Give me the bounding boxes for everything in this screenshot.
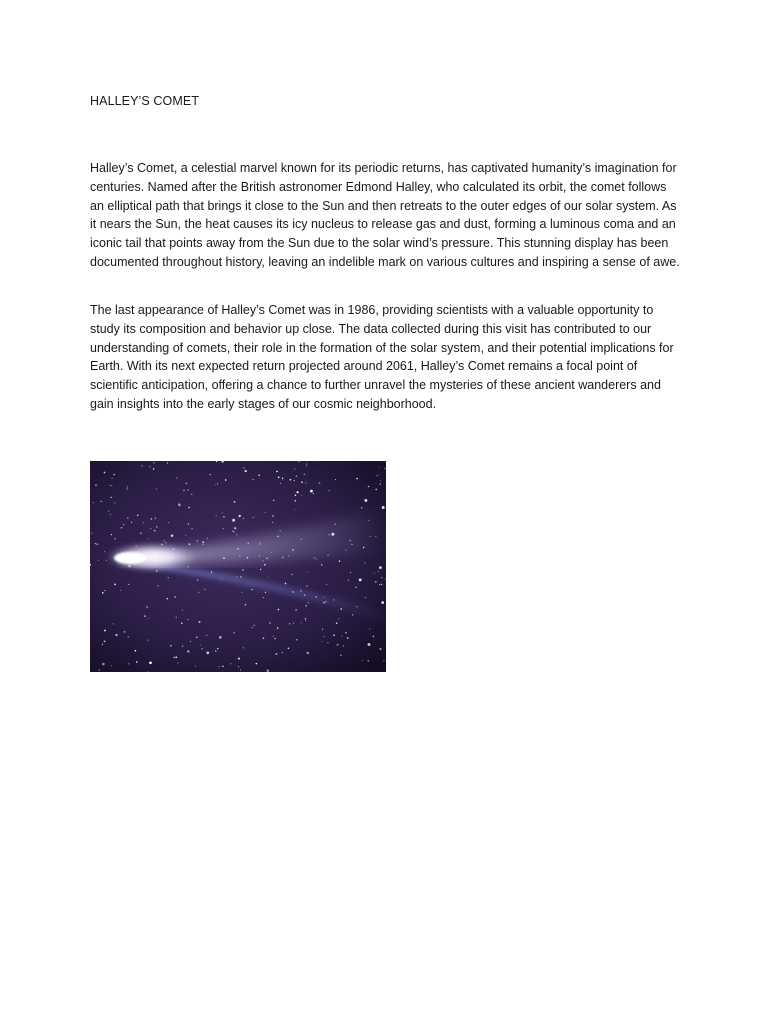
star xyxy=(131,522,132,523)
star xyxy=(207,537,208,538)
star xyxy=(348,580,349,581)
star xyxy=(176,617,177,618)
star xyxy=(102,592,104,594)
star xyxy=(202,541,204,543)
star xyxy=(171,534,174,537)
star xyxy=(148,538,149,539)
star xyxy=(379,584,380,585)
star xyxy=(278,609,280,611)
star xyxy=(301,495,302,496)
star xyxy=(380,480,381,481)
paragraph-last-appearance: The last appearance of Halley’s Comet was in 1986, providing scientists with a valuable opportunity to study its composition and behavior up close. The data collected during this visit has contributed to our understanding of comets, their role in the formation of the solar system, and their potential implications for Earth. With its next expected return projected around 2061, Halley’s Comet remains a focal point of scientific anticipation, offering a chance to further unravel the mysteries of these ancient wanderers and gain insights into the early stages of our cosmic neighborhood. xyxy=(90,303,674,411)
star xyxy=(294,480,295,481)
star xyxy=(272,522,273,523)
star xyxy=(182,610,183,611)
star xyxy=(104,641,106,643)
star xyxy=(215,484,216,485)
star xyxy=(254,625,255,626)
star xyxy=(291,574,292,575)
star xyxy=(290,479,292,481)
star xyxy=(316,558,317,559)
star xyxy=(273,500,274,501)
star xyxy=(188,523,189,524)
star xyxy=(301,622,302,623)
star xyxy=(230,663,231,664)
star xyxy=(188,566,189,567)
star xyxy=(187,650,190,653)
star xyxy=(218,666,219,667)
star xyxy=(243,647,244,648)
comet-photo xyxy=(90,461,386,672)
star xyxy=(367,660,368,661)
star xyxy=(196,637,197,638)
star xyxy=(99,669,100,670)
star xyxy=(114,538,115,539)
star xyxy=(272,515,274,517)
star xyxy=(295,500,296,501)
star xyxy=(178,663,179,664)
star xyxy=(167,462,168,463)
star xyxy=(296,639,298,641)
star xyxy=(384,468,385,469)
star xyxy=(153,462,154,463)
star xyxy=(149,661,152,664)
star xyxy=(202,544,203,545)
star xyxy=(136,661,138,663)
star xyxy=(110,514,111,515)
star xyxy=(111,497,112,498)
star xyxy=(206,651,209,654)
star xyxy=(232,519,235,522)
star xyxy=(373,636,375,638)
star xyxy=(111,665,112,666)
star xyxy=(176,477,177,478)
star xyxy=(359,578,362,581)
star xyxy=(322,641,323,642)
star xyxy=(350,572,351,573)
star xyxy=(243,518,244,519)
star xyxy=(265,512,266,513)
star xyxy=(355,587,357,589)
comet-image xyxy=(90,461,386,672)
star xyxy=(327,642,329,644)
star xyxy=(204,589,205,590)
star xyxy=(376,489,377,490)
star xyxy=(201,648,203,650)
star xyxy=(379,566,382,569)
star xyxy=(232,530,234,532)
star xyxy=(338,618,339,619)
star xyxy=(141,465,142,466)
star xyxy=(264,564,266,566)
star xyxy=(289,623,291,625)
star xyxy=(219,636,222,639)
star xyxy=(295,495,297,497)
star xyxy=(375,581,377,583)
star xyxy=(98,560,99,561)
star xyxy=(235,532,236,533)
star xyxy=(368,643,371,646)
star xyxy=(223,516,225,518)
star xyxy=(382,506,385,509)
star xyxy=(242,569,243,570)
star xyxy=(273,636,274,637)
star xyxy=(238,658,240,660)
star xyxy=(356,478,358,480)
document-title: HALLEY’S COMET xyxy=(90,94,200,108)
star xyxy=(339,560,341,562)
star xyxy=(305,605,306,606)
star xyxy=(121,527,123,529)
star xyxy=(144,615,145,616)
star xyxy=(321,564,322,565)
star xyxy=(165,542,166,543)
star xyxy=(187,619,188,620)
star xyxy=(253,517,254,518)
paragraph-intro: Halley’s Comet, a celestial marvel known for its periodic returns, has captivated humanity’s imagination for centuries. Named after the British astronomer Edmond Halley, who calculated its orbit, the comet follows an elliptical path that brings it close to the Sun and then retreats to the outer edges of our solar system. As it nears the Sun, the heat causes its icy nucleus to release gas and dust, forming a luminous coma and an iconic tail that points away from the Sun due to the solar wind’s pressure. This stunning display has been documented throughout history, leaving an indelible mark on various cultures and inspiring a sense of awe. xyxy=(90,161,680,269)
star xyxy=(225,479,227,481)
star xyxy=(206,635,208,637)
star xyxy=(135,650,137,652)
star xyxy=(157,585,158,586)
star xyxy=(381,577,382,578)
star xyxy=(185,535,186,536)
star xyxy=(296,491,298,493)
star xyxy=(328,490,329,491)
star xyxy=(233,632,234,633)
star xyxy=(156,488,157,489)
star xyxy=(215,650,217,652)
star xyxy=(164,540,165,541)
star xyxy=(140,532,141,533)
star xyxy=(364,499,367,502)
star xyxy=(308,602,309,603)
star xyxy=(251,627,252,628)
star xyxy=(379,467,380,468)
star xyxy=(146,606,148,608)
star xyxy=(95,484,96,485)
star xyxy=(186,483,187,484)
star xyxy=(198,592,199,593)
star xyxy=(369,628,370,629)
star xyxy=(319,482,321,484)
star xyxy=(236,534,237,535)
star xyxy=(114,583,116,585)
star xyxy=(305,618,306,619)
star xyxy=(379,648,381,650)
star xyxy=(310,490,313,493)
star xyxy=(217,648,218,649)
star xyxy=(174,596,176,598)
star xyxy=(295,609,297,611)
star xyxy=(148,618,149,619)
star xyxy=(111,485,112,486)
star xyxy=(322,629,323,630)
star xyxy=(307,652,309,654)
star xyxy=(265,592,266,593)
star xyxy=(234,527,236,529)
star xyxy=(196,579,198,581)
star xyxy=(126,488,128,490)
star xyxy=(333,634,335,636)
star xyxy=(210,474,211,475)
star xyxy=(168,522,169,523)
star xyxy=(114,502,115,503)
star xyxy=(198,621,200,623)
star xyxy=(143,522,144,523)
star xyxy=(166,598,168,600)
star xyxy=(151,518,153,520)
star xyxy=(190,641,191,642)
star xyxy=(268,577,269,578)
star xyxy=(374,573,375,574)
star xyxy=(191,528,192,529)
star xyxy=(115,634,117,636)
star xyxy=(263,597,264,598)
star xyxy=(154,517,156,519)
star xyxy=(191,493,192,494)
star xyxy=(189,543,191,545)
star xyxy=(352,614,353,615)
star xyxy=(128,584,129,585)
star xyxy=(223,528,225,530)
star xyxy=(123,524,124,525)
star xyxy=(280,483,281,484)
star xyxy=(127,517,128,518)
star xyxy=(324,636,325,637)
star xyxy=(154,530,156,532)
star xyxy=(274,638,275,639)
star xyxy=(279,530,281,532)
star xyxy=(383,660,384,661)
star xyxy=(216,515,217,516)
star xyxy=(150,528,151,529)
star xyxy=(267,670,269,672)
star xyxy=(101,501,102,502)
star xyxy=(336,644,338,646)
star xyxy=(238,515,240,517)
star xyxy=(326,584,327,585)
star xyxy=(376,475,377,476)
star xyxy=(137,515,138,516)
star xyxy=(178,503,181,506)
star xyxy=(294,509,295,510)
star xyxy=(111,534,112,535)
star xyxy=(182,645,183,646)
star xyxy=(234,501,236,503)
star xyxy=(183,490,184,491)
star xyxy=(91,533,92,534)
star xyxy=(361,507,363,509)
star xyxy=(153,468,154,469)
star xyxy=(95,543,96,544)
star xyxy=(102,644,103,645)
star xyxy=(222,512,223,513)
star xyxy=(253,479,254,480)
star xyxy=(197,540,198,541)
star xyxy=(275,653,277,655)
star xyxy=(104,551,105,552)
star xyxy=(277,627,279,629)
star xyxy=(102,663,105,666)
star xyxy=(305,482,306,483)
star xyxy=(335,479,336,480)
star xyxy=(188,507,190,509)
star xyxy=(336,622,338,624)
star xyxy=(378,474,379,475)
star xyxy=(168,577,169,578)
star xyxy=(147,639,149,641)
star xyxy=(347,637,349,639)
star xyxy=(104,629,106,631)
star xyxy=(282,652,283,653)
star xyxy=(306,463,307,464)
star xyxy=(343,646,344,647)
star xyxy=(251,589,252,590)
star xyxy=(282,478,283,479)
star xyxy=(258,475,259,476)
star xyxy=(298,461,299,462)
star xyxy=(128,636,129,637)
star xyxy=(305,620,306,621)
star xyxy=(304,474,305,475)
star xyxy=(222,666,223,667)
star xyxy=(241,592,242,593)
comet-nucleus xyxy=(114,552,146,564)
star xyxy=(200,645,201,646)
star xyxy=(112,623,113,624)
star xyxy=(362,660,363,661)
star xyxy=(307,572,308,573)
star xyxy=(149,466,150,467)
star xyxy=(341,635,342,636)
star xyxy=(127,486,128,487)
star xyxy=(112,478,113,479)
star xyxy=(260,569,261,570)
star xyxy=(245,470,247,472)
star xyxy=(128,663,130,665)
star xyxy=(113,474,115,476)
star xyxy=(306,585,307,586)
star xyxy=(381,584,382,585)
star xyxy=(379,483,381,485)
star xyxy=(93,502,94,503)
star xyxy=(340,655,341,656)
star xyxy=(313,493,314,494)
star xyxy=(257,592,258,593)
star xyxy=(238,666,239,667)
star xyxy=(243,467,245,469)
star xyxy=(368,486,370,488)
star xyxy=(263,637,265,639)
star xyxy=(364,562,365,563)
star xyxy=(306,465,307,466)
star xyxy=(187,489,189,491)
star xyxy=(104,590,105,591)
star xyxy=(378,571,379,572)
star xyxy=(195,665,196,666)
star xyxy=(269,622,271,624)
star xyxy=(120,590,121,591)
star xyxy=(97,543,98,544)
star xyxy=(109,485,110,486)
star xyxy=(381,601,384,604)
star xyxy=(293,622,295,624)
star xyxy=(278,476,280,478)
star xyxy=(104,472,106,474)
star xyxy=(245,604,246,605)
star xyxy=(123,631,125,633)
star xyxy=(256,663,258,665)
star xyxy=(156,526,157,527)
star xyxy=(240,669,241,670)
star xyxy=(301,481,303,483)
star xyxy=(217,483,218,484)
star xyxy=(285,583,287,585)
star xyxy=(175,656,177,658)
star xyxy=(296,476,297,477)
star xyxy=(294,468,295,469)
star xyxy=(173,657,175,659)
star xyxy=(276,471,278,473)
star xyxy=(314,557,315,558)
star xyxy=(106,560,107,561)
star xyxy=(288,648,290,650)
star xyxy=(108,511,109,512)
star xyxy=(170,645,172,647)
star xyxy=(365,597,366,598)
star xyxy=(345,632,347,634)
star xyxy=(181,623,182,624)
